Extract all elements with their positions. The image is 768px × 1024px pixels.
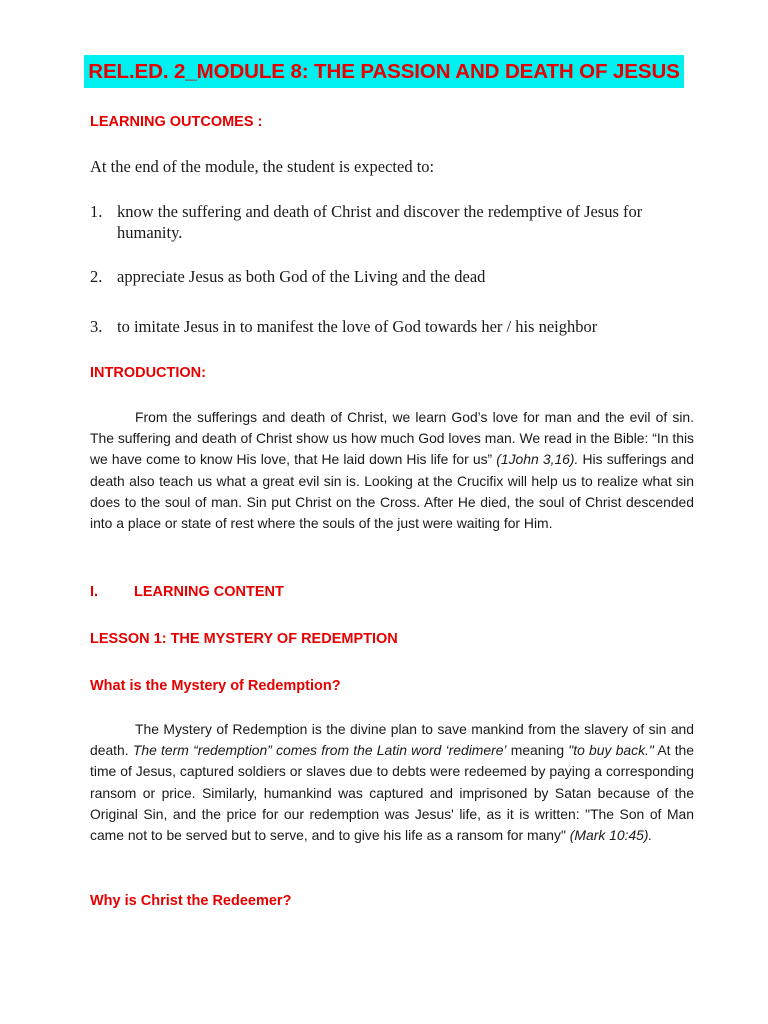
- outcome-2-text: appreciate Jesus as both God of the Living and the dead: [117, 267, 486, 286]
- outcome-3-number: 3.: [90, 317, 103, 336]
- lesson-subheading: What is the Mystery of Redemption?: [90, 678, 341, 694]
- outcomes-intro: At the end of the module, the student is expected to:: [90, 157, 435, 176]
- document-title: REL.ED. 2_MODULE 8: THE PASSION AND DEATH OF JESUS: [84, 55, 683, 88]
- introduction-heading: INTRODUCTION:: [90, 365, 206, 381]
- redemption-quote: "to buy back.": [568, 742, 654, 759]
- introduction-text-b: His sufferings and death also teach us what a great evil sin is. Looking at the Crucifix will help us to realize what sin does to the soul of man. Sin put Christ on the Cross. After He died, the soul of Christ descended into a place or state of rest where the souls of the just were waiting for Him.: [90, 451, 694, 532]
- outcome-1-line-1: know the suffering and death of Christ and discover the redemptive of Jesus for: [117, 202, 643, 221]
- redemption-text-mid: meaning: [506, 742, 569, 759]
- outcome-1-line-2: humanity.: [117, 223, 183, 242]
- redemption-italic-term: The term “redemption” comes from the Latin word ‘redimere’: [132, 742, 507, 759]
- redemption-text-rest: At the time of Jesus, captured soldiers or slaves due to debts were redeemed by paying a corresponding ransom or price. Similarly, humankind was captured and imprisoned by Satan because of the Original Sin, and the price for our redemption was Jesus' life, as it is written: "The Son of Man came not to be served but to serve, and to give his life as a ransom for many": [90, 742, 695, 844]
- title-wrapper: [0, 55, 768, 88]
- learning-outcomes-heading: LEARNING OUTCOMES :: [90, 114, 263, 130]
- lesson-heading: LESSON 1: THE MYSTERY OF REDEMPTION: [90, 631, 398, 647]
- redemption-reference: (Mark 10:45).: [569, 827, 653, 844]
- outcome-1-number: 1.: [90, 202, 103, 221]
- redemption-text-1: The Mystery of Redemption is the divine plan to save mankind from the slavery of sin and death.: [90, 721, 694, 759]
- introduction-paragraph: [90, 407, 694, 534]
- lesson-subheading-2: Why is Christ the Redeemer?: [90, 893, 292, 909]
- section-title: LEARNING CONTENT: [134, 584, 284, 600]
- section-number: I.: [90, 584, 99, 600]
- outcome-2-number: 2.: [90, 267, 103, 286]
- introduction-reference: (1John 3,16).: [496, 451, 579, 468]
- outcome-3-text: to imitate Jesus in to manifest the love of God towards her / his neighbor: [117, 317, 598, 336]
- redemption-paragraph: [90, 719, 694, 846]
- introduction-text-a: From the sufferings and death of Christ, we learn God’s love for man and the evil of sin. The suffering and death of Christ show us how much God loves man. We read in the Bible: “In this we have come to know His love, that He laid down His life for us”: [90, 409, 694, 468]
